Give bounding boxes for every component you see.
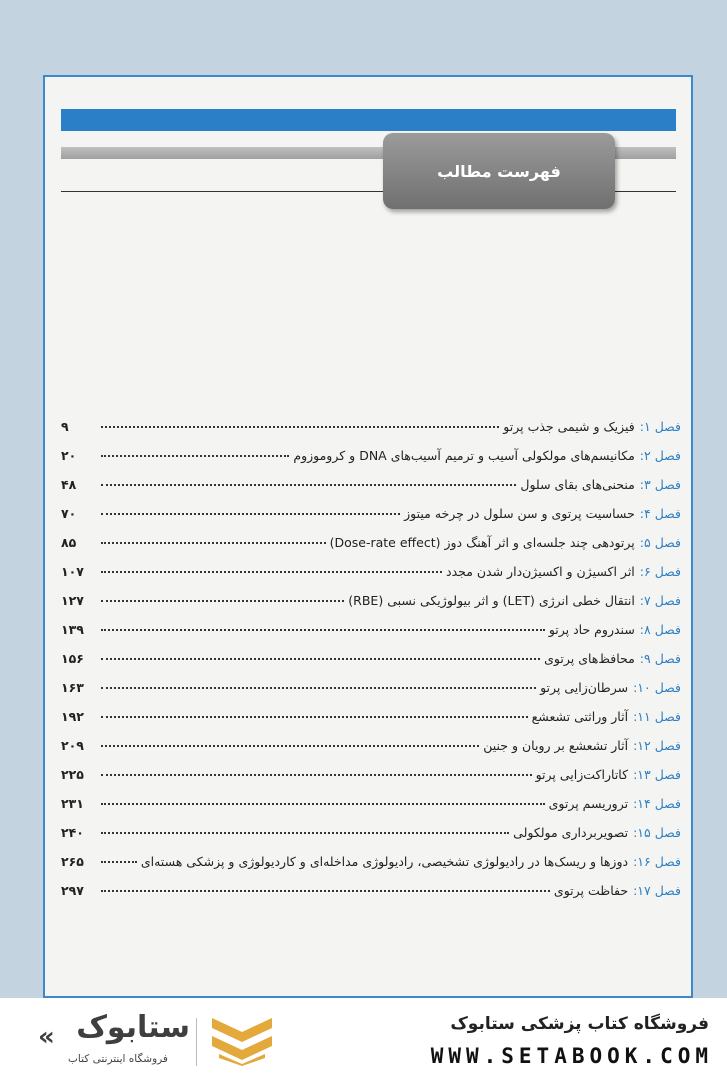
header-blue-bar xyxy=(61,109,676,131)
toc-dot-leader xyxy=(101,832,509,834)
toc-title-tab xyxy=(383,133,615,209)
toc-page-number: ۲۲۵ xyxy=(61,767,84,782)
setabook-chevron-logo-icon xyxy=(207,1016,277,1066)
toc-row xyxy=(61,622,681,651)
logo-wordmark: ستابوک xyxy=(76,1010,190,1045)
toc-chapter-title: کاتاراکت‌زایی پرتو xyxy=(535,767,629,782)
toc-chapter-title: حفاظت پرتوی xyxy=(553,883,629,898)
logo-tagline: فروشگاه اینترنتی کتاب xyxy=(68,1053,168,1065)
toc-dot-leader xyxy=(101,861,137,863)
toc-chapter-title: پرتودهی چند جلسه‌ای و اثر آهنگ دوز (Dose-rate effect) xyxy=(329,535,635,550)
toc-dot-leader xyxy=(101,600,344,602)
toc-row xyxy=(61,680,681,709)
toc-dot-leader xyxy=(101,455,289,457)
toc-chapter-title: سندروم حاد پرتو xyxy=(548,622,635,637)
store-name: فروشگاه کتاب پزشکی ستابوک xyxy=(450,1014,709,1034)
toc-chapter-title: حساسیت پرتوی و سن سلول در چرخه میتوز xyxy=(404,506,635,521)
toc-dot-leader xyxy=(101,629,545,631)
toc-row xyxy=(61,651,681,680)
toc-chapter-number: فصل ۹: xyxy=(639,651,681,666)
toc-page-number: ۱۵۶ xyxy=(61,651,84,666)
toc-chapter-title: محافظ‌های پرتوی xyxy=(544,651,635,666)
toc-chapter-number: فصل ۸: xyxy=(639,622,681,637)
toc-page-number: ۴۸ xyxy=(61,477,77,492)
toc-dot-leader xyxy=(101,774,532,776)
toc-dot-leader xyxy=(101,658,540,660)
toc-chapter-title: فیزیک و شیمی جذب پرتو xyxy=(503,419,635,434)
toc-chapter-number: فصل ۱۷: xyxy=(633,883,681,898)
store-url[interactable]: WWW.SETABOOK.COM xyxy=(430,1044,713,1068)
toc-chapter-title: آثار تشعشع بر رویان و جنین xyxy=(483,738,629,753)
toc-page-number: ۱۹۲ xyxy=(61,709,84,724)
toc-dot-leader xyxy=(101,745,479,747)
toc-page-number: ۱۲۷ xyxy=(61,593,84,608)
toc-chapter-number: فصل ۱۳: xyxy=(633,767,681,782)
toc-chapter-number: فصل ۲: xyxy=(639,448,681,463)
toc-row xyxy=(61,564,681,593)
double-chevron-left-icon: « xyxy=(38,1022,55,1052)
toc-row xyxy=(61,535,681,564)
book-page xyxy=(43,75,693,998)
toc-chapter-number: فصل ۱۵: xyxy=(633,825,681,840)
toc-chapter-number: فصل ۵: xyxy=(639,535,681,550)
toc-row xyxy=(61,796,681,825)
toc-row xyxy=(61,825,681,854)
toc-chapter-title: تروریسم پرتوی xyxy=(548,796,629,811)
toc-dot-leader xyxy=(101,687,536,689)
toc-page-number: ۸۵ xyxy=(61,535,77,550)
toc-chapter-title: دوزها و ریسک‌ها در رادیولوژی تشخیصی، رادیولوژی مداخله‌ای و کاردیولوژی و پزشکی هسته‌ای xyxy=(140,854,629,869)
toc-row xyxy=(61,767,681,796)
toc-row xyxy=(61,709,681,738)
toc-chapter-number: فصل ۱۶: xyxy=(633,854,681,869)
toc-page-number: ۲۳۱ xyxy=(61,796,84,811)
toc-chapter-title: مکانیسم‌های مولکولی آسیب و ترمیم آسیب‌های DNA و کروموزوم xyxy=(293,448,635,463)
toc-page-number: ۲۶۵ xyxy=(61,854,84,869)
toc-dot-leader xyxy=(101,890,550,892)
toc-page-number: ۱۳۹ xyxy=(61,622,84,637)
toc-chapter-number: فصل ۱: xyxy=(639,419,681,434)
toc-dot-leader xyxy=(101,484,516,486)
toc-page-number: ۲۹۷ xyxy=(61,883,84,898)
toc-page-number: ۹ xyxy=(61,419,69,434)
toc-dot-leader xyxy=(101,803,545,805)
toc-chapter-number: فصل ۱۰: xyxy=(633,680,681,695)
toc-row xyxy=(61,448,681,477)
toc-chapter-title: اثر اکسیژن و اکسیژن‌دار شدن مجدد xyxy=(446,564,635,579)
toc-page-number: ۲۴۰ xyxy=(61,825,84,840)
toc-chapter-title: تصویربرداری مولکولی xyxy=(513,825,629,840)
toc-chapter-title: سرطان‌زایی پرتو xyxy=(540,680,629,695)
toc-page-number: ۱۰۷ xyxy=(61,564,84,579)
toc-chapter-number: فصل ۳: xyxy=(639,477,681,492)
toc-page-number: ۱۶۳ xyxy=(61,680,84,695)
toc-page-number: ۲۰ xyxy=(61,448,77,463)
toc-row xyxy=(61,506,681,535)
toc-chapter-number: فصل ۱۴: xyxy=(633,796,681,811)
toc-dot-leader xyxy=(101,716,528,718)
toc-page-number: ۲۰۹ xyxy=(61,738,84,753)
toc-dot-leader xyxy=(101,513,400,515)
toc-row xyxy=(61,419,681,448)
toc-chapter-number: فصل ۱۲: xyxy=(633,738,681,753)
toc-chapter-number: فصل ۱۱: xyxy=(633,709,681,724)
toc-chapter-number: فصل ۶: xyxy=(639,564,681,579)
toc-chapter-number: فصل ۷: xyxy=(639,593,681,608)
toc-page-number: ۷۰ xyxy=(61,506,77,521)
toc-chapter-title: آثار وراثتی تشعشع xyxy=(531,709,629,724)
logo-divider xyxy=(196,1018,197,1066)
toc-dot-leader xyxy=(101,571,442,573)
table-of-contents xyxy=(61,419,681,912)
toc-chapter-title: انتقال خطی انرژی (LET) و اثر بیولوژیکی نسبی (RBE) xyxy=(348,593,635,608)
toc-dot-leader xyxy=(101,542,326,544)
toc-dot-leader xyxy=(101,426,499,428)
toc-row xyxy=(61,738,681,767)
toc-chapter-number: فصل ۴: xyxy=(639,506,681,521)
store-footer xyxy=(0,998,727,1080)
toc-row xyxy=(61,854,681,883)
toc-row xyxy=(61,593,681,622)
toc-row xyxy=(61,477,681,506)
toc-row xyxy=(61,883,681,912)
toc-chapter-title: منحنی‌های بقای سلول xyxy=(520,477,635,492)
page-title: فهرست مطالب xyxy=(437,161,561,181)
